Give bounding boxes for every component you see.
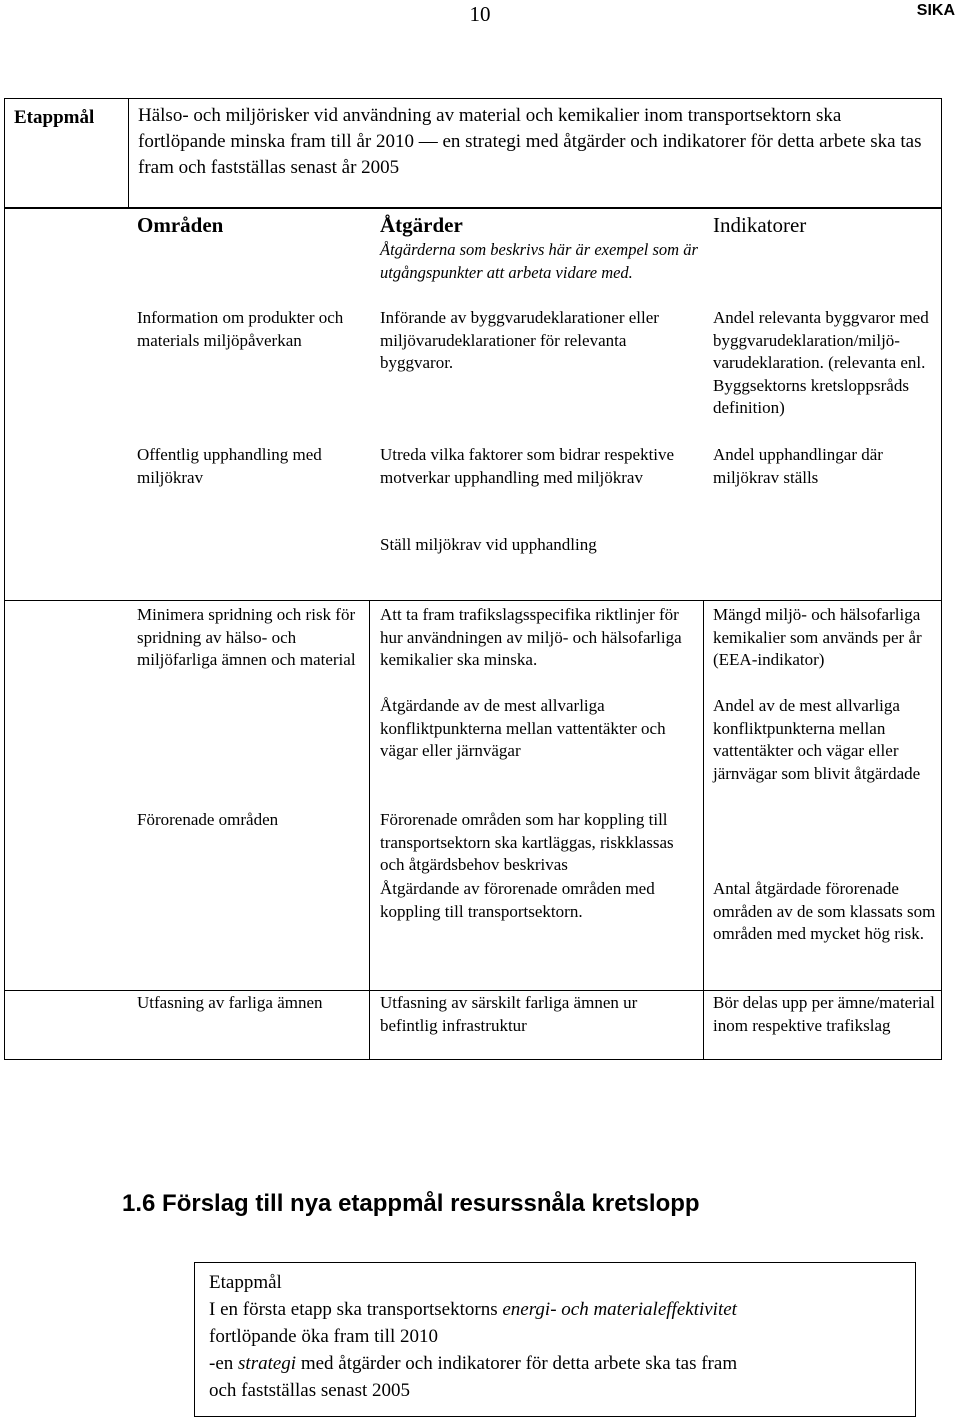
goal-label: Etappmål [14, 107, 95, 128]
measure-guidelines: Att ta fram trafikslagsspecifika riktlinjer för hur användningen av miljö- och hälsofarliga kemikalier ska minska. [380, 605, 682, 669]
indicator-procurement: Andel upphandlingar där miljökrav ställs [713, 445, 883, 487]
indicator-phaseout: Bör delas upp per ämne/material inom respektive trafikslag [713, 993, 935, 1035]
measures-table-1 [4, 208, 942, 601]
indicator-conflict-points: Andel av de mest allvarliga konfliktpunkterna mellan vattentäkter och vägar eller järnvägar som blivit åtgärdade [713, 696, 921, 783]
new-goal-line-4: och fastställas senast 2005 [209, 1380, 411, 1401]
indicator-chemicals: Mängd miljö- och hälsofarliga kemikalier som används per år (EEA-indikator) [713, 605, 922, 669]
brand-label: SIKA [916, 2, 955, 19]
new-goal-line-3-text: med åtgärder och indikatorer för detta arbete ska tas fram [296, 1353, 738, 1374]
area-contaminated: Förorenade områden [137, 810, 279, 829]
goal-text: Hälso- och miljörisker vid användning av material och kemikalier inom transportsektorn ska fortlöpande minska fram till år 2010 — en strategi med åtgärder och indikatorer för detta arbete ska tas fram och fastställas senast år 2005 [138, 105, 922, 178]
column-header-measures: Åtgärder [380, 213, 463, 237]
measures-table-2 [4, 600, 942, 1060]
indicator-declarations: Andel relevanta byggvaror med byggvarudeklaration/miljö-varudeklaration. (relevanta enl. Byggsektorns kretsloppsråds definition) [713, 308, 929, 417]
new-goal-line-1 [209, 1296, 915, 1323]
new-goal-box [194, 1262, 916, 1417]
measure-conflict-points: Åtgärdande av de mest allvarliga konfliktpunkterna mellan vattentäkter och vägar eller järnvägar [380, 696, 666, 760]
measure-remediation: Åtgärdande av förorenade områden med koppling till transportsektorn. [380, 879, 655, 921]
new-goal-line-3-prefix: -en [209, 1353, 239, 1374]
area-phaseout: Utfasning av farliga ämnen [137, 993, 323, 1012]
new-goal-line-3-emphasis: strategi [238, 1353, 297, 1374]
new-goal-line-1-text: I en första etapp ska transportsektorns [209, 1299, 503, 1320]
measure-phaseout: Utfasning av särskilt farliga ämnen ur befintlig infrastruktur [380, 993, 638, 1035]
measure-mapping: Förorenade områden som har koppling till transportsektorn ska kartläggas, riskklassas och åtgärdsbehov beskrivas [380, 810, 674, 874]
column-header-areas: Områden [137, 213, 224, 237]
new-goal-line-1-emphasis: energi- och materialeffektivitet [502, 1299, 737, 1320]
area-spreading: Minimera spridning och risk för spridning av hälso- och miljöfarliga ämnen och material [137, 605, 356, 669]
new-goal-line-3 [209, 1350, 915, 1377]
goal-divider [128, 99, 129, 207]
goal-box [4, 98, 942, 208]
page-number: 10 [469, 2, 491, 26]
section-heading: 1.6 Förslag till nya etappmål resurssnåla kretslopp [122, 1190, 700, 1217]
area-procurement: Offentlig upphandling med miljökrav [137, 445, 322, 487]
measures-note: Åtgärderna som beskrivs här är exempel som är utgångspunkter att arbeta vidare med. [380, 240, 698, 282]
column-header-indicators: Indikatorer [713, 213, 807, 237]
measure-procurement-extra: Ställ miljökrav vid upphandling [380, 535, 597, 554]
new-goal-line-2: fortlöpande öka fram till 2010 [209, 1326, 438, 1347]
area-information: Information om produkter och materials miljöpåverkan [137, 308, 344, 350]
new-goal-label: Etappmål [209, 1272, 282, 1293]
measure-procurement: Utreda vilka faktorer som bidrar respektive motverkar upphandling med miljökrav [380, 445, 675, 487]
indicator-remediated: Antal åtgärdade förorenade områden av de som klassats som områden med mycket hög risk. [713, 879, 936, 943]
row-divider [5, 990, 941, 991]
measure-declarations: Införande av byggvarudeklarationer eller miljövarudeklarationer för relevanta byggvaror. [380, 308, 659, 372]
